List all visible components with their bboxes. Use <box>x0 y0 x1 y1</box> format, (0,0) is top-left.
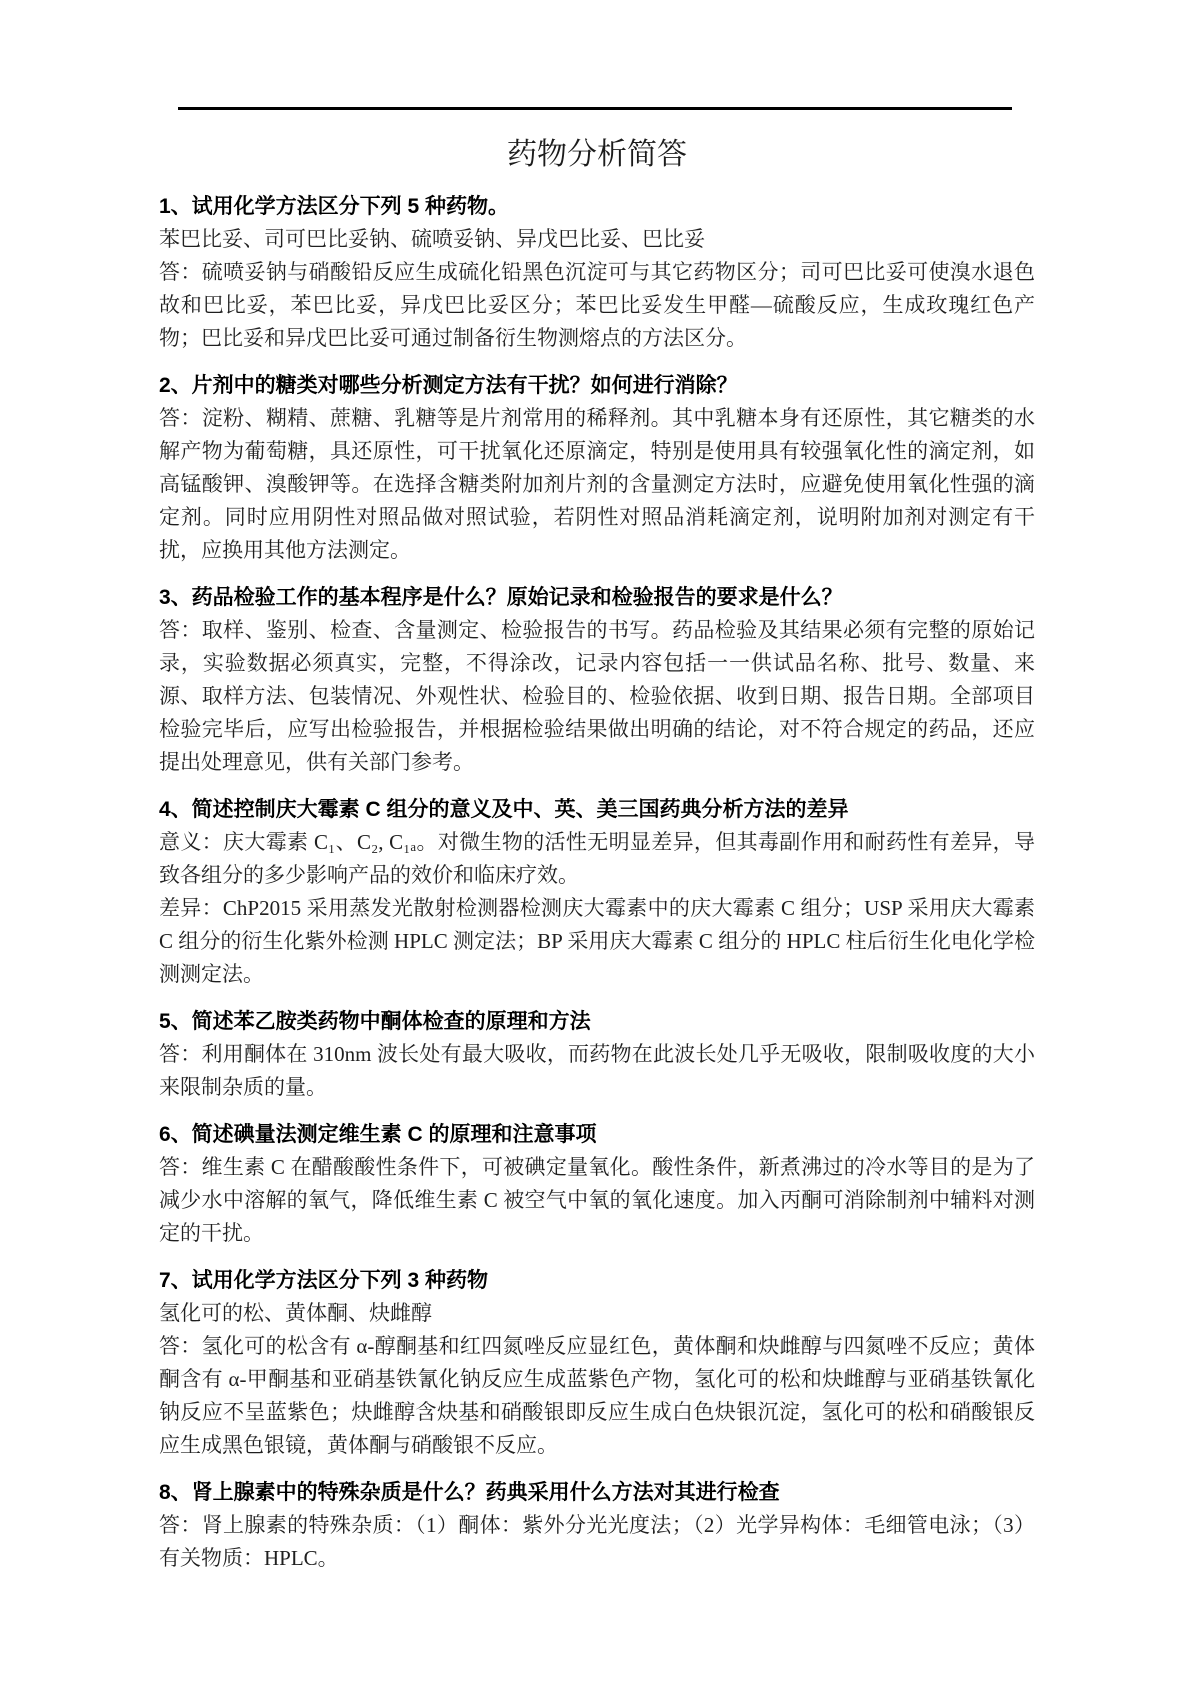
document-content <box>159 134 1035 1575</box>
header-divider-rule <box>178 107 1012 110</box>
question-7-answer: 答：氢化可的松含有 α-醇酮基和红四氮唑反应显红色，黄体酮和炔雌醇与四氮唑不反应；黄体酮含有 α-甲酮基和亚硝基铁氰化钠反应生成蓝紫色产物，氢化可的松和炔雌醇与亚硝基铁氰化钠反应不呈蓝紫色；炔雌醇含炔基和硝酸银即反应生成白色炔银沉淀，氢化可的松和硝酸银反应生成黑色银镜，黄体酮与硝酸银不反应。 <box>159 1334 1035 1457</box>
question-7-heading: 7、试用化学方法区分下列 3 种药物 <box>159 1269 489 1292</box>
question-section-8 <box>159 1476 1035 1575</box>
question-7-drug-list: 氢化可的松、黄体酮、炔雌醇 <box>159 1301 432 1325</box>
question-3-heading: 3、药品检验工作的基本程序是什么？原始记录和检验报告的要求是什么？ <box>159 586 843 609</box>
question-4-differences: 差异：ChP2015 采用蒸发光散射检测器检测庆大霉素中的庆大霉素 C 组分；USP 采用庆大霉素 C 组分的衍生化紫外检测 HPLC 测定法；BP 采用庆大霉素 C 组分的 HPLC 柱后衍生化电化学检测测定法。 <box>159 896 1035 986</box>
question-8-answer: 答：肾上腺素的特殊杂质：（1）酮体：紫外分光光度法；（2）光学异构体：毛细管电泳；（3）有关物质：HPLC。 <box>159 1513 1035 1570</box>
question-4-heading: 4、简述控制庆大霉素 C 组分的意义及中、英、美三国药典分析方法的差异 <box>159 798 849 821</box>
question-4-significance: 意义：庆大霉素 C₁、C₂, C₁ₐ。对微生物的活性无明显差异，但其毒副作用和耐药性有差异，导致各组分的多少影响产品的效价和临床疗效。 <box>159 830 1035 887</box>
question-6-answer: 答：维生素 C 在醋酸酸性条件下，可被碘定量氧化。酸性条件，新煮沸过的冷水等目的是为了减少水中溶解的氧气，降低维生素 C 被空气中氧的氧化速度。加入丙酮可消除制剂中辅料对测定的干扰。 <box>159 1155 1035 1245</box>
question-1-drug-list: 苯巴比妥、司可巴比妥钠、硫喷妥钠、异戊巴比妥、巴比妥 <box>159 227 705 251</box>
question-5-answer: 答：利用酮体在 310nm 波长处有最大吸收，而药物在此波长处几乎无吸收，限制吸收度的大小来限制杂质的量。 <box>159 1042 1035 1099</box>
question-section-5 <box>159 1005 1035 1104</box>
question-section-4 <box>159 793 1035 991</box>
page-title: 药物分析简答 <box>507 138 687 171</box>
question-section-7 <box>159 1264 1035 1462</box>
question-3-answer: 答：取样、鉴别、检查、含量测定、检验报告的书写。药品检验及其结果必须有完整的原始记录，实验数据必须真实，完整，不得涂改，记录内容包括一一供试品名称、批号、数量、来源、取样方法、包装情况、外观性状、检验目的、检验依据、收到日期、报告日期。全部项目检验完毕后，应写出检验报告，并根据检验结果做出明确的结论，对不符合规定的药品，还应提出处理意见，供有关部门参考。 <box>159 618 1035 774</box>
question-section-2 <box>159 369 1035 567</box>
question-6-heading: 6、简述碘量法测定维生素 C 的原理和注意事项 <box>159 1123 597 1146</box>
question-section-1 <box>159 190 1035 355</box>
question-1-answer: 答：硫喷妥钠与硝酸铅反应生成硫化铅黑色沉淀可与其它药物区分；司可巴比妥可使溴水退色故和巴比妥，苯巴比妥，异戊巴比妥区分；苯巴比妥发生甲醛—硫酸反应，生成玫瑰红色产物；巴比妥和异戊巴比妥可通过制备衍生物测熔点的方法区分。 <box>159 260 1035 350</box>
question-2-heading: 2、片剂中的糖类对哪些分析测定方法有干扰？如何进行消除？ <box>159 374 738 397</box>
question-1-heading: 1、试用化学方法区分下列 5 种药物。 <box>159 195 510 218</box>
question-8-heading: 8、肾上腺素中的特殊杂质是什么？药典采用什么方法对其进行检查 <box>159 1481 780 1504</box>
question-section-6 <box>159 1118 1035 1250</box>
question-section-3 <box>159 581 1035 779</box>
question-5-heading: 5、简述苯乙胺类药物中酮体检查的原理和方法 <box>159 1010 591 1033</box>
question-2-answer: 答：淀粉、糊精、蔗糖、乳糖等是片剂常用的稀释剂。其中乳糖本身有还原性，其它糖类的水解产物为葡萄糖，具还原性，可干扰氧化还原滴定，特别是使用具有较强氧化性的滴定剂，如高锰酸钾、溴酸钾等。在选择含糖类附加剂片剂的含量测定方法时，应避免使用氧化性强的滴定剂。同时应用阴性对照品做对照试验，若阴性对照品消耗滴定剂，说明附加剂对测定有干扰，应换用其他方法测定。 <box>159 406 1035 562</box>
